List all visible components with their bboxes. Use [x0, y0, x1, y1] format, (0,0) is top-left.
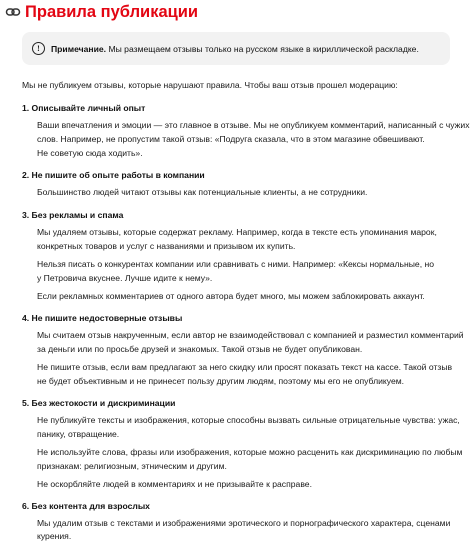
section-heading: 4. Не пишите недостоверные отзывы — [22, 313, 183, 323]
section-heading: 1. Описывайте личный опыт — [22, 103, 146, 113]
section-line: курения. — [37, 531, 72, 541]
note-text — [51, 44, 419, 54]
section-line: признакам: религиозным, этническим и другим. — [37, 461, 227, 471]
title-row — [5, 2, 198, 22]
section-line: у Петровича вкуснее. Лучше идите к нему». — [37, 273, 213, 283]
section-line: Не советую сюда ходить». — [37, 148, 143, 158]
section-line: слов. Например, не пропустим такой отзыв: «Подруга сказала, что в этом магазине обвешивают. — [37, 134, 425, 144]
section-line: Не пишите отзыв, если вам предлагают за него скидку или просят показать текст на кассе. Такой отзыв — [37, 362, 453, 372]
section-heading: 2. Не пишите об опыте работы в компании — [22, 170, 205, 180]
section-line: Не оскорбляйте людей в комментариях и не призывайте к расправе. — [37, 479, 312, 489]
section-line: не будет объективным и не принесет пользу другим людям, поэтому мы его не опубликуем. — [37, 376, 405, 386]
section-line: панику, отвращение. — [37, 429, 120, 439]
section-line: конкретных товаров и услуг с названиями и призывом их купить. — [37, 241, 296, 251]
info-icon: ! — [32, 42, 45, 55]
section-line: Мы удаляем отзывы, которые содержат рекламу. Например, когда в тексте есть упоминания марок, — [37, 227, 437, 237]
section-line: Большинство людей читают отзывы как потенциальные клиенты, а не сотрудники. — [37, 187, 368, 197]
link-icon[interactable] — [5, 4, 21, 20]
section-line: Ваши впечатления и эмоции — это главное в отзыве. Мы не опубликуем комментарий, написанный с чужих — [37, 120, 470, 130]
section-line: Если рекламных комментариев от одного автора будет много, мы можем заблокировать аккаунт. — [37, 291, 425, 301]
section-heading: 6. Без контента для взрослых — [22, 501, 150, 511]
section-line: Нельзя писать о конкурентах компании или сравнивать с ними. Например: «Кексы нормальные, но — [37, 259, 435, 269]
section-line: Не публикуйте тексты и изображения, которые способны вызвать сильные отрицательные чувства: ужас, — [37, 415, 460, 425]
note-body: Мы размещаем отзывы только на русском языке в кириллической раскладке. — [108, 43, 419, 54]
page-title: Правила публикации — [25, 2, 199, 21]
section-heading: 3. Без рекламы и спама — [22, 210, 124, 220]
section-line: Мы удалим отзыв с текстами и изображениями эротического и порнографического характера, сценами — [37, 518, 451, 528]
section-heading: 5. Без жестокости и дискриминации — [22, 398, 176, 408]
section-line: Мы считаем отзыв накрученным, если автор не взаимодействовал с компанией и разместил комментарий — [37, 330, 464, 340]
note-label: Примечание. — [51, 43, 107, 54]
intro-text: Мы не публикуем отзывы, которые нарушают правила. Чтобы ваш отзыв прошел модерацию: — [22, 80, 398, 90]
section-line: за деньги или по просьбе друзей и знакомых. Такой отзыв не будет опубликован. — [37, 344, 363, 354]
section-line: Не используйте слова, фразы или изображения, которые можно расценить как дискриминацию по любым — [37, 447, 463, 457]
note-box — [22, 32, 450, 65]
